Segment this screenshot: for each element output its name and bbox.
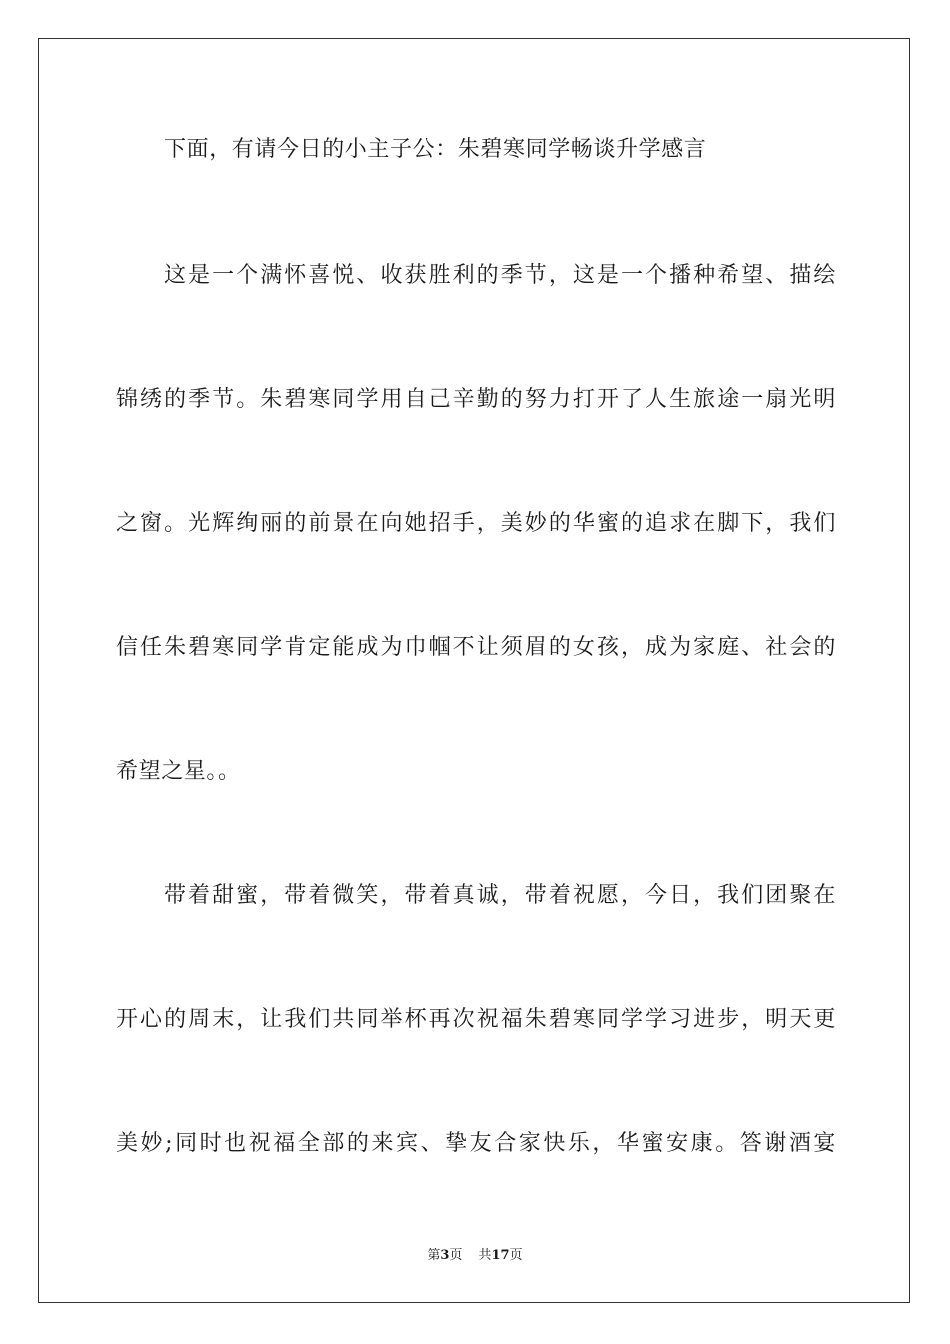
page-unit: 页 [449,1248,463,1263]
page-border [38,38,910,1303]
paragraph-line-4: 之窗。光辉绚丽的前景在向她招手，美妙的华蜜的追求在脚下，我们 [116,511,836,536]
page-prefix: 第 [427,1248,441,1263]
total-pages-number: 17 [491,1248,510,1263]
paragraph-line-1: 下面，有请今日的小主子公：朱碧寒同学畅谈升学感言 [164,137,707,162]
total-prefix: 共 [478,1248,492,1263]
paragraph-line-8: 开心的周末，让我们共同举杯再次祝福朱碧寒同学学习进步，明天更 [116,1007,836,1032]
total-unit: 页 [509,1248,523,1263]
paragraph-line-6: 希望之星。。 [116,759,241,784]
paragraph-line-9: 美妙;同时也祝福全部的来宾、挚友合家快乐，华蜜安康。答谢酒宴 [116,1131,836,1156]
paragraph-line-7: 带着甜蜜，带着微笑，带着真诚，带着祝愿，今日，我们团聚在 [164,883,836,908]
current-page-number: 3 [440,1248,450,1263]
paragraph-line-2: 这是一个满怀喜悦、收获胜利的季节，这是一个播种希望、描绘 [164,263,836,288]
paragraph-line-3: 锦绣的季节。朱碧寒同学用自己辛勤的努力打开了人生旅途一扇光明 [116,387,836,412]
page-footer [0,1247,950,1265]
paragraph-line-5: 信任朱碧寒同学肯定能成为巾帼不让须眉的女孩，成为家庭、社会的 [116,635,836,660]
